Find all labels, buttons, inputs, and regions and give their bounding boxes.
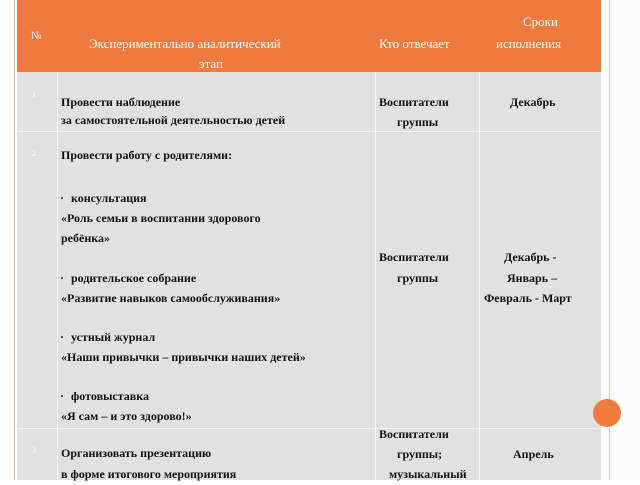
header-stage: Экспериментально аналитический этап <box>89 36 281 71</box>
row-who: Воспитатели группы; музыкальный <box>379 427 467 481</box>
table-header <box>17 0 601 72</box>
slide-decor-circle <box>593 399 621 427</box>
row-when: Апрель <box>513 447 554 461</box>
row-when: Декабрь - Январь – Февраль - Март <box>484 250 572 305</box>
row-num: 3 <box>32 446 36 455</box>
row-who: Воспитатели группы <box>379 95 449 129</box>
row-stage: Организовать презентацию в форме итогового мероприятия <box>61 446 237 481</box>
table-row <box>17 131 601 429</box>
header-num: № <box>31 30 42 42</box>
plan-table <box>17 0 601 480</box>
row-num: 1 <box>32 90 36 99</box>
row-who: Воспитатели группы <box>379 250 449 285</box>
row-stage: Провести работу с родителями: · консультация «Роль семьи в воспитании здорового ребёнка» · родительское собрание «Развитие навыков самообслуживания» · устный журнал «Наши привычки – привычки наших детей» · фотовыставка «Я сам – и это здорово!» <box>60 148 306 423</box>
table-row <box>17 428 601 480</box>
header-who: Кто отвечает <box>379 36 450 51</box>
slide-frame-left <box>0 0 15 480</box>
table-row <box>17 72 601 132</box>
row-num: 2 <box>32 149 36 158</box>
header-when: Сроки исполнения <box>496 14 562 51</box>
row-when: Декабрь <box>510 95 556 109</box>
row-stage: Провести наблюдение за самостоятельной деятельностью детей <box>61 95 286 127</box>
